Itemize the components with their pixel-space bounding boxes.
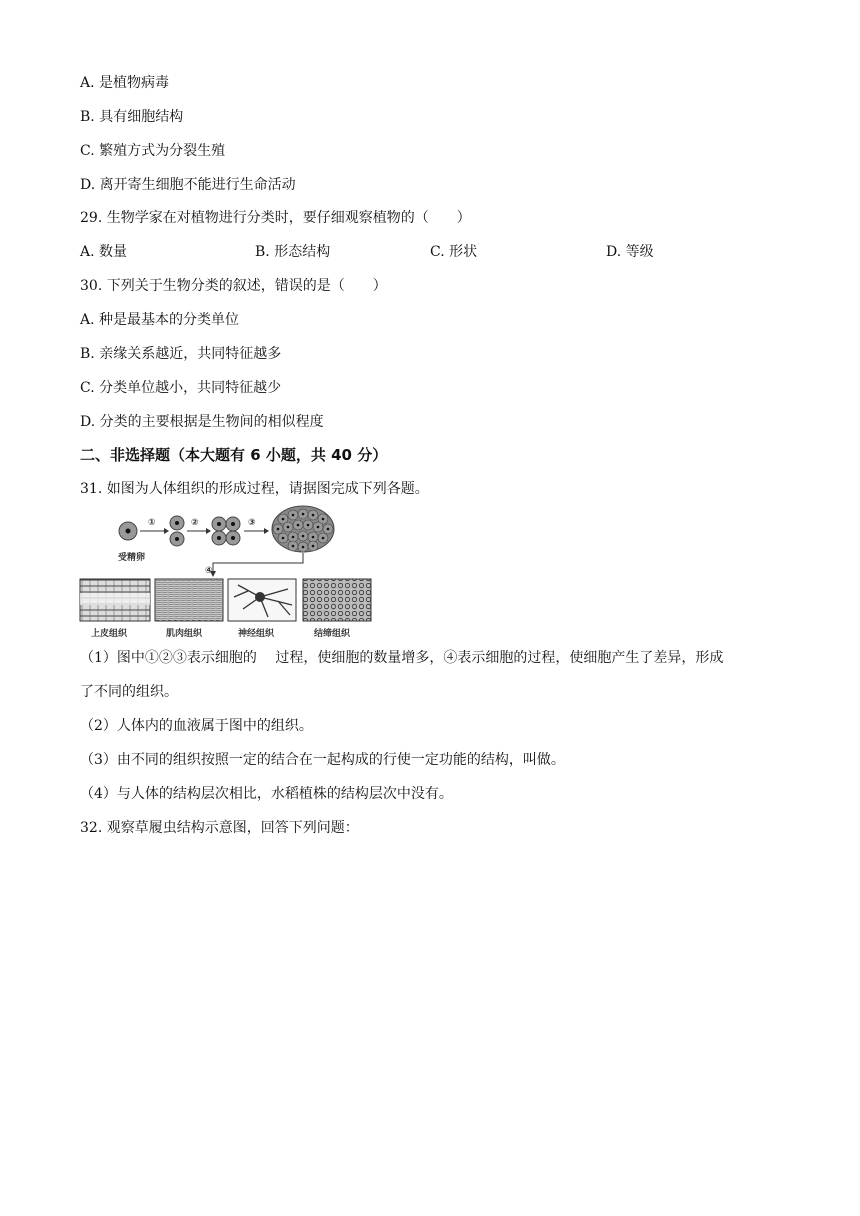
q30-option-c: C. 分类单位越小，共同特征越少 bbox=[80, 380, 282, 396]
q28-option-c: C. 繁殖方式为分裂生殖 bbox=[80, 143, 226, 159]
connective-tissue-image bbox=[303, 579, 371, 621]
q30-option-b: B. 亲缘关系越近，共同特征越多 bbox=[80, 346, 282, 362]
nerve-tissue-image bbox=[228, 579, 296, 621]
q31-sub4: （4）与人体的结构层次相比，水稻植株的结构层次中没有。 bbox=[80, 786, 453, 802]
muscle-tissue-image bbox=[155, 579, 223, 621]
q29-stem: 29. 生物学家在对植物进行分类时，要仔细观察植物的（ ） bbox=[80, 210, 471, 226]
four-cell-stage bbox=[212, 517, 240, 545]
q31-sub1-line2: 了不同的组织。 bbox=[80, 684, 178, 700]
tissue-label-2: 肌肉组织 bbox=[166, 629, 203, 639]
q29-option-b: B. 形态结构 bbox=[255, 244, 331, 260]
zygote-cell bbox=[119, 522, 137, 540]
q29-option-a: A. 数量 bbox=[80, 244, 128, 260]
step-3-label: ③ bbox=[248, 518, 256, 528]
q28-option-b: B. 具有细胞结构 bbox=[80, 109, 184, 125]
two-cell-stage bbox=[170, 516, 184, 546]
q32-stem: 32. 观察草履虫结构示意图，回答下列问题： bbox=[80, 820, 359, 836]
tissue-label-4: 结缔组织 bbox=[314, 629, 351, 639]
zygote-label: 受精卵 bbox=[118, 553, 146, 563]
q31-sub3: （3）由不同的组织按照一定的结合在一起构成的行使一定功能的结构，叫做。 bbox=[80, 752, 565, 768]
q31-stem: 31. 如图为人体组织的形成过程，请据图完成下列各题。 bbox=[80, 481, 429, 497]
step-2-label: ② bbox=[191, 518, 199, 528]
q30-option-d: D. 分类的主要根据是生物间的相似程度 bbox=[80, 414, 324, 430]
q29-option-c: C. 形状 bbox=[430, 244, 478, 260]
tissue-label-3: 神经组织 bbox=[238, 629, 275, 639]
q28-option-a: A. 是植物病毒 bbox=[80, 75, 170, 91]
step-4-label: ④ bbox=[205, 566, 213, 576]
q28-option-d: D. 离开寄生细胞不能进行生命活动 bbox=[80, 177, 296, 193]
q31-sub1-line1: （1）图中①②③表示细胞的 过程，使细胞的数量增多，④表示细胞的过程，使细胞产生了差异，形成 bbox=[80, 650, 724, 666]
q29-option-d: D. 等级 bbox=[606, 244, 654, 260]
section-heading: 二、非选择题（本大题有 6 小题，共 40 分） bbox=[80, 446, 388, 464]
q30-stem: 30. 下列关于生物分类的叙述，错误的是（ ） bbox=[80, 278, 387, 294]
q31-sub2: （2）人体内的血液属于图中的组织。 bbox=[80, 718, 313, 734]
tissue-formation-figure bbox=[78, 505, 378, 645]
q30-option-a: A. 种是最基本的分类单位 bbox=[80, 312, 240, 328]
cell-mass bbox=[272, 506, 334, 552]
step-1-label: ① bbox=[148, 518, 156, 528]
epithelial-tissue-image bbox=[80, 579, 150, 621]
tissue-label-1: 上皮组织 bbox=[91, 629, 128, 639]
